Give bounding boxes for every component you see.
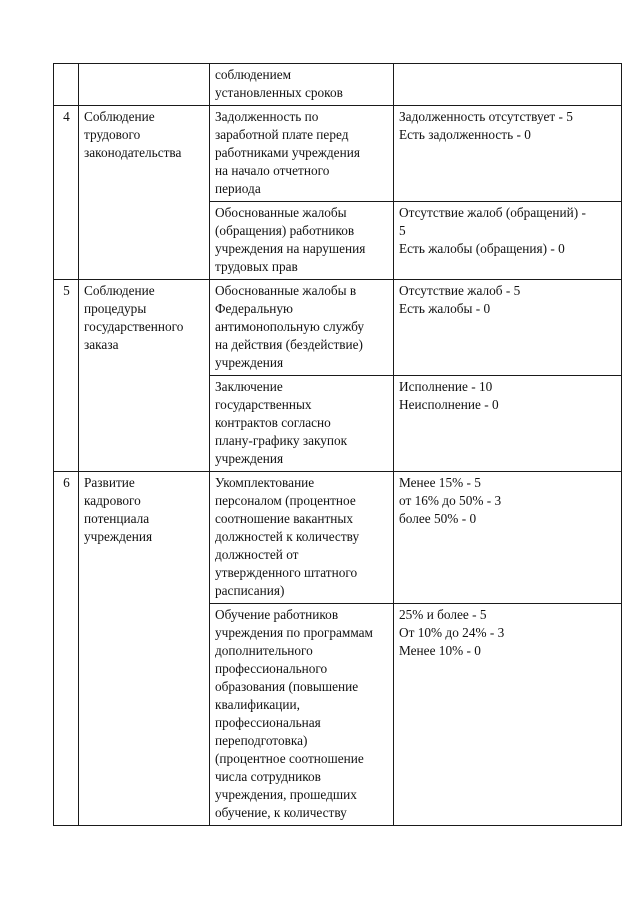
score-cell: Отсутствие жалоб (обращений) - 5 Есть жалобы (обращения) - 0 — [394, 202, 622, 280]
criterion-cell — [79, 64, 210, 106]
score-cell: Отсутствие жалоб - 5 Есть жалобы - 0 — [394, 280, 622, 376]
score-cell — [394, 64, 622, 106]
indicator-cell: соблюдением установленных сроков — [210, 64, 394, 106]
indicator-cell: Обучение работников учреждения по программам дополнительного профессионального образования (повышение квалификации, профессиональная переподготовка) (процентное соотношение числа сотрудников учреждения, прошедших обучение, к количеству — [210, 604, 394, 826]
criterion-cell: Соблюдение трудового законодательства — [79, 106, 210, 280]
score-cell: Задолженность отсутствует - 5 Есть задолженность - 0 — [394, 106, 622, 202]
row-number-cell: 5 — [54, 280, 79, 472]
indicator-cell: Укомплектование персоналом (процентное соотношение вакантных должностей к количеству должностей от утвержденного штатного расписания) — [210, 472, 394, 604]
score-cell: Исполнение - 10 Неисполнение - 0 — [394, 376, 622, 472]
row-number-cell: 4 — [54, 106, 79, 280]
table-row — [54, 106, 622, 202]
row-number-cell — [54, 64, 79, 106]
indicator-cell: Задолженность по заработной плате перед работниками учреждения на начало отчетного периода — [210, 106, 394, 202]
table-row — [54, 472, 622, 604]
score-cell: Менее 15% - 5 от 16% до 50% - 3 более 50% - 0 — [394, 472, 622, 604]
row-number-cell: 6 — [54, 472, 79, 826]
indicator-cell: Обоснованные жалобы (обращения) работников учреждения на нарушения трудовых прав — [210, 202, 394, 280]
criterion-cell: Развитие кадрового потенциала учреждения — [79, 472, 210, 826]
criteria-table — [53, 63, 622, 826]
indicator-cell: Обоснованные жалобы в Федеральную антимонопольную службу на действия (бездействие) учреждения — [210, 280, 394, 376]
criterion-cell: Соблюдение процедуры государственного заказа — [79, 280, 210, 472]
table-row — [54, 64, 622, 106]
indicator-cell: Заключение государственных контрактов согласно плану-графику закупок учреждения — [210, 376, 394, 472]
table-row — [54, 280, 622, 376]
score-cell: 25% и более - 5 От 10% до 24% - 3 Менее 10% - 0 — [394, 604, 622, 826]
